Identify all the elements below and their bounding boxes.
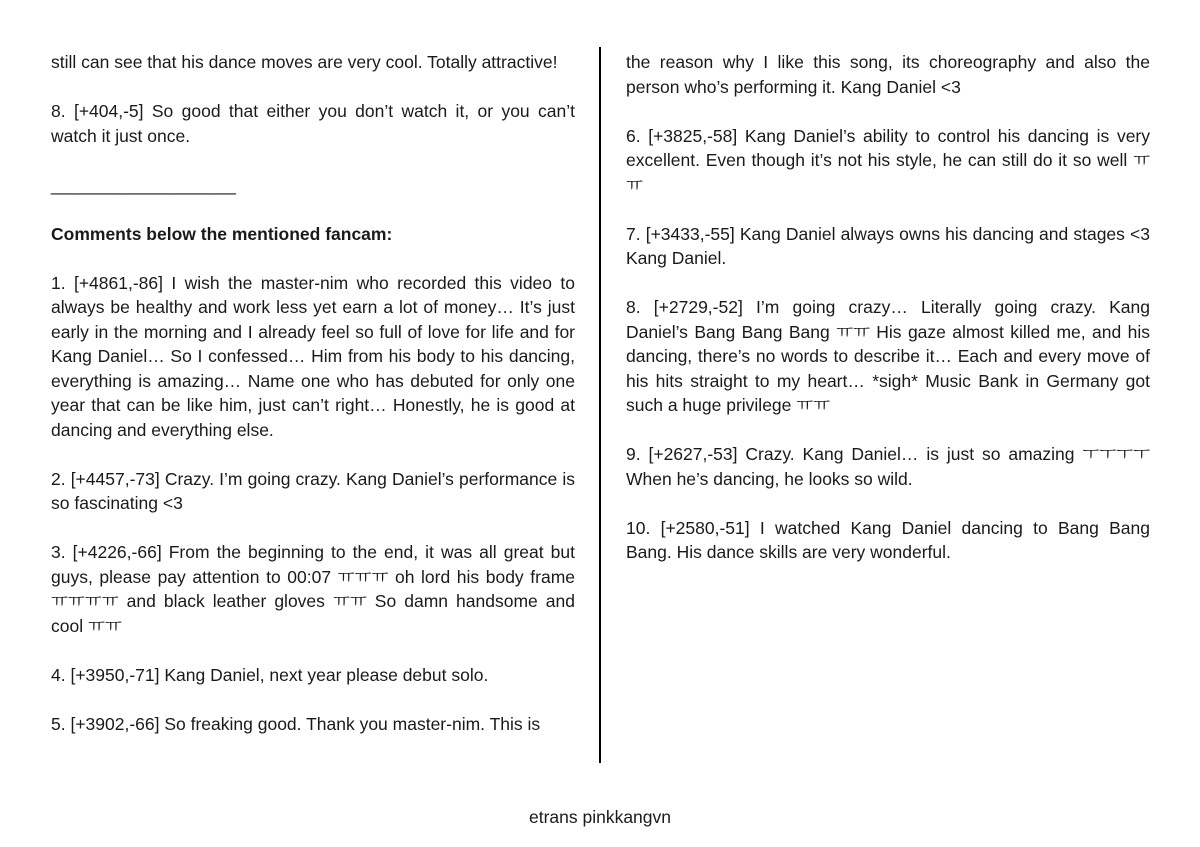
comment-9: 9. [+2627,-53] Crazy. Kang Daniel… is just so amazing ㅜㅜㅜㅜ When he’s dancing, he looks so wild. (626, 444, 1150, 489)
column-divider (599, 47, 601, 763)
comment-5-continued: the reason why I like this song, its choreography and also the person who’s performing it. Kang Daniel <3 (626, 52, 1150, 97)
comment-8-previous: 8. [+404,-5] So good that either you don’t watch it, or you can’t watch it just once. (51, 101, 575, 146)
comment-6: 6. [+3825,-58] Kang Daniel’s ability to control his dancing is very excellent. Even though it’s not his style, he can still do it so well ㅠㅠ (626, 125, 1150, 195)
section-separator: ___________________ (51, 174, 236, 195)
comment-10: 10. [+2580,-51] I watched Kang Daniel dancing to Bang Bang Bang. His dance skills are very wonderful. (626, 517, 1150, 562)
footer-credit: etrans pinkkangvn (528, 807, 672, 827)
comment-8: 8. [+2729,-52] I’m going crazy… Literally going crazy. Kang Daniel’s Bang Bang Bang ㅠㅠ His gaze almost killed me, and his dancing, there’s no words to describe it… Each and every move of his hits straight to my heart… *sigh* Music Bank in Germany got such a huge privilege ㅠㅠ (626, 297, 1150, 415)
comment-2: 2. [+4457,-73] Crazy. I’m going crazy. Kang Daniel’s performance is so fascinating <3 (51, 468, 575, 513)
comment-1: 1. [+4861,-86] I wish the master-nim who recorded this video to always be healthy and work less yet earn a lot of money… It’s just early in the morning and I already feel so full of love for life and for Kang Daniel… So I confessed… Him from his body to his dancing, everything is amazing… Name one who has debuted for only one year that can be like him, just can’t right… Honestly, he is good at dancing and everything else. (51, 272, 575, 440)
comment-4: 4. [+3950,-71] Kang Daniel, next year please debut solo. (51, 664, 489, 685)
comment-5: 5. [+3902,-66] So freaking good. Thank you master-nim. This is (51, 713, 541, 734)
comment-3: 3. [+4226,-66] From the beginning to the end, it was all great but guys, please pay attention to 00:07 ㅠㅠㅠ oh lord his body frame ㅠㅠㅠㅠ and black leather gloves ㅠㅠ So damn handsome and cool ㅠㅠ (51, 542, 575, 636)
comments-heading: Comments below the mentioned fancam: (51, 223, 393, 244)
continued-comment-text: still can see that his dance moves are very cool. Totally attractive! (51, 52, 558, 72)
comment-7: 7. [+3433,-55] Kang Daniel always owns his dancing and stages <3 Kang Daniel. (626, 223, 1150, 268)
right-column (626, 50, 1150, 589)
left-column (51, 50, 575, 761)
